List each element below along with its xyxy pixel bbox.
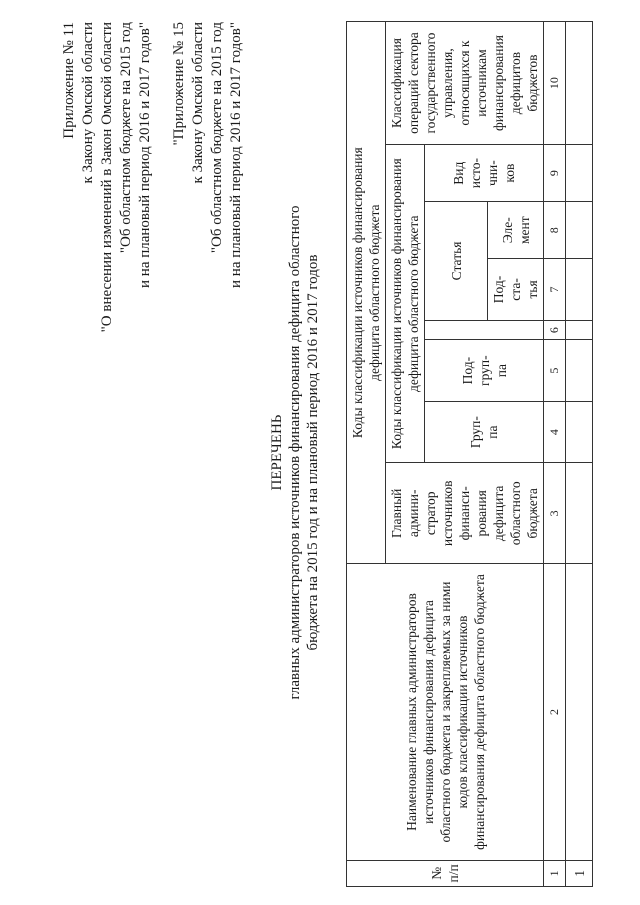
- header-text: Груп-: [468, 416, 483, 449]
- table-cell: [566, 320, 593, 340]
- column-number: 3: [544, 463, 566, 564]
- appendix-11-line: "Об областном бюджете на 2015 год: [118, 22, 134, 254]
- header-text: Вид: [451, 161, 466, 185]
- table-cell: [566, 202, 593, 259]
- header-classification: [386, 22, 544, 145]
- header-text: управления,: [440, 48, 455, 118]
- header-text: п/п: [446, 864, 461, 883]
- header-text: финанси-: [457, 486, 472, 541]
- header-text: админи-: [406, 489, 421, 538]
- document-title: [268, 0, 322, 905]
- table-row: [566, 22, 593, 887]
- header-text: ков: [502, 163, 517, 183]
- appendix-15-line: "Приложение № 15: [171, 22, 187, 146]
- header-text: дефицита областного бюджета: [367, 204, 382, 381]
- header-text: чни-: [485, 160, 500, 187]
- column-number: 9: [544, 145, 566, 202]
- header-text: бюджета: [525, 488, 540, 539]
- row-number: 1: [566, 860, 593, 886]
- header-text: финансирования дефицита областного бюджета: [471, 574, 487, 850]
- column-number: 5: [544, 340, 566, 401]
- header-text: относящихся к: [457, 40, 472, 126]
- header-text: кодов классификации источников: [454, 615, 470, 809]
- header-kind: [425, 145, 544, 202]
- header-name: [347, 564, 544, 860]
- header-text: операций сектора: [406, 32, 421, 134]
- appendix-11-line: и на плановый период 2016 и 2017 годов": [137, 22, 153, 288]
- appendix-11-header: [60, 22, 155, 332]
- table-cell: [566, 145, 593, 202]
- column-number-row: [544, 22, 566, 887]
- appendix-11-line: "О внесении изменений в Закон Омской области: [99, 22, 115, 333]
- header-group: [425, 401, 544, 462]
- title-line: бюджета на 2015 год и на плановый период 2016 и 2017 годов: [305, 254, 321, 651]
- header-text: источникам: [474, 49, 489, 117]
- header-text: стратор: [423, 491, 438, 536]
- appendix-11-line: к Закону Омской области: [80, 22, 96, 184]
- header-sources: [386, 145, 425, 463]
- column-number: 10: [544, 22, 566, 145]
- header-codes: [347, 22, 386, 564]
- header-subarticle: [488, 259, 544, 320]
- header-admin: [386, 463, 544, 564]
- header-text: мент: [516, 216, 532, 245]
- header-text: дефицитов: [508, 51, 523, 115]
- header-text: источников: [440, 480, 455, 547]
- header-text: Эле-: [499, 217, 515, 244]
- header-text: государственного: [423, 32, 438, 134]
- header-text: Под-: [491, 275, 506, 304]
- table-cell: [566, 340, 593, 401]
- column-number: 2: [544, 564, 566, 860]
- table-cell: [566, 259, 593, 320]
- table-cell: [566, 401, 593, 462]
- header-subgroup: [425, 340, 544, 401]
- table-cell: [566, 463, 593, 564]
- appendix-15-line: и на плановый период 2016 и 2017 годов": [228, 22, 244, 288]
- header-text: Наименование главных администраторов: [403, 593, 419, 831]
- column-number: 7: [544, 259, 566, 320]
- header-text: финансирования: [491, 35, 506, 132]
- title-line: главных администраторов источников финансирования дефицита областного: [287, 205, 303, 700]
- header-text: Под-: [459, 356, 475, 385]
- header-text: тья: [525, 280, 540, 299]
- header-text: Коды классификации источников финансирования: [350, 147, 365, 439]
- header-text: дефицита: [491, 485, 506, 542]
- header-text: исто-: [468, 158, 483, 189]
- appendix-15-line: к Закону Омской области: [190, 22, 206, 184]
- header-text: областного бюджета и закрепляемых за ними: [437, 581, 453, 843]
- header-text: па: [493, 364, 509, 378]
- header-text: Коды классификации источников финансирования: [389, 158, 404, 450]
- header-text: №: [429, 866, 444, 880]
- sources-table: [346, 21, 593, 887]
- header-empty-narrow: [425, 320, 544, 340]
- appendix-15-header: [170, 22, 246, 288]
- column-number: 1: [544, 860, 566, 886]
- table-cell: [566, 564, 593, 860]
- header-text: источников финансирования дефицита: [420, 600, 436, 824]
- column-number: 4: [544, 401, 566, 462]
- header-text: областного: [508, 481, 523, 546]
- header-text: Главный: [389, 488, 404, 539]
- title-heading: ПЕРЕЧЕНЬ: [269, 414, 285, 491]
- table-cell: [566, 22, 593, 145]
- appendix-11-line: Приложение № 11: [61, 22, 77, 139]
- header-text: Классификация: [389, 38, 404, 129]
- appendix-15-line: "Об областном бюджете на 2015 год: [209, 22, 225, 254]
- header-element: [488, 202, 544, 259]
- column-number: 6: [544, 320, 566, 340]
- header-text: груп-: [476, 355, 492, 386]
- header-article: Статья: [425, 202, 488, 321]
- header-number: [347, 860, 544, 886]
- header-text: па: [485, 425, 500, 439]
- column-number: 8: [544, 202, 566, 259]
- header-text: бюджетов: [525, 54, 540, 112]
- header-text: дефицита областного бюджета: [406, 215, 421, 392]
- header-text: рования: [474, 490, 489, 537]
- header-text: ста-: [508, 278, 523, 301]
